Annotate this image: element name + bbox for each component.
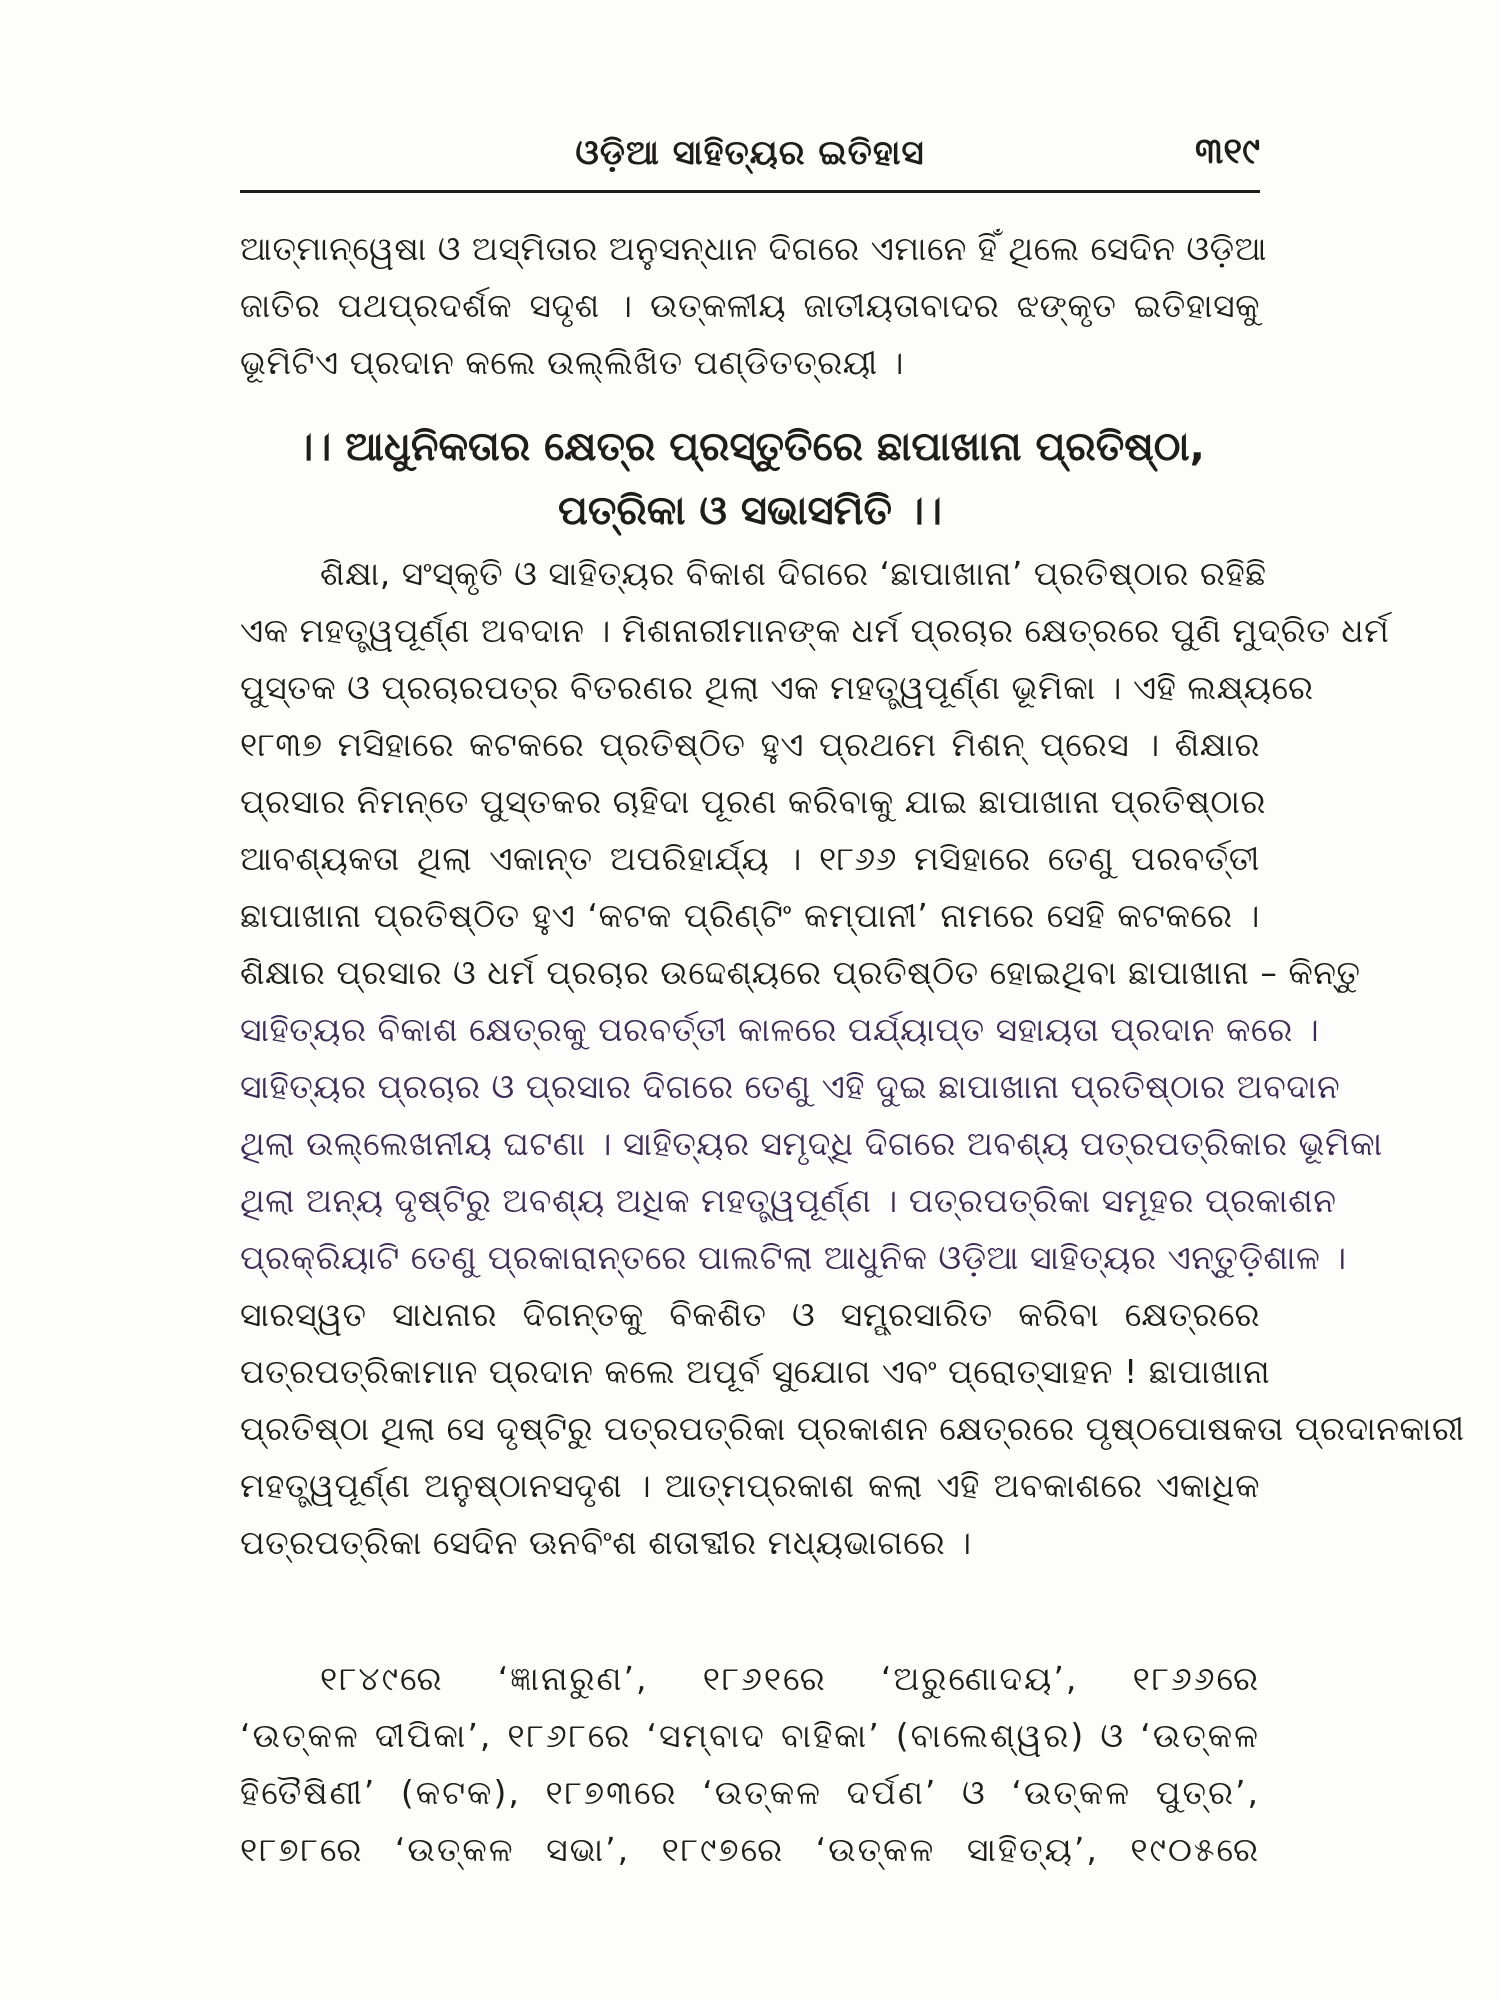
text-line: ଥିଲା ଉଲ୍ଲେଖନୀୟ ଘଟଣା । ସାହିତ୍ୟର ସମୃଦ୍ଧି ଦିଗରେ ଅବଶ୍ୟ ପତ୍ରପତ୍ରିକାର ଭୂମିକା [240, 1124, 1383, 1163]
text-line: ଏକ ମହତ୍ତ୍ୱପୂର୍ଣ୍ଣ ଅବଦାନ । ମିଶନାରୀମାନଙ୍କ ଧର୍ମ ପ୍ରଚାର କ୍ଷେତ୍ରରେ ପୁଣି ମୁଦ୍ରିତ ଧର୍ମ [240, 611, 1390, 650]
text-line: ପତ୍ରପତ୍ରିକାମାନ ପ୍ରଦାନ କଲେ ଅପୂର୍ବ ସୁଯୋଗ ଏବଂ ପ୍ରୋତ୍ସାହନ ! ଛାପାଖାନା [240, 1352, 1271, 1391]
text-line: ଜାତିର ପଥପ୍ରଦର୍ଶକ ସଦୃଶ । ଉତ୍କଳୀୟ ଜାତୀୟତାବାଦର ଝଙ୍କୃତ ଇତିହାସକୁ [240, 286, 1260, 325]
text-line: ପ୍ରକ୍ରିୟାଟି ତେଣୁ ପ୍ରକାରାନ୍ତରେ ପାଲଟିଲା ଆଧୁନିକ ଓଡ଼ିଆ ସାହିତ୍ୟର ଏନ୍ତୁଡ଼ିଶାଳ । [240, 1238, 1347, 1277]
text-line: ଆବଶ୍ୟକତା ଥିଲା ଏକାନ୍ତ ଅପରିହାର୍ଯ୍ୟ । ୧୮୬୬ ମସିହାରେ ତେଣୁ ପରବର୍ତ୍ତୀ [240, 839, 1260, 878]
heading-line: ।। ଆଧୁନିକତାର କ୍ଷେତ୍ର ପ୍ରସ୍ତୁତିରେ ଛାପାଖାନା ପ୍ରତିଷ୍ଠା, [295, 424, 1205, 470]
page-number: ୩୧୯ [1195, 131, 1260, 172]
text-line: ୧୮୭୮ରେ ‘ଉତ୍କଳ ସଭା’, ୧୮୯୭ରେ ‘ଉତ୍କଳ ସାହିତ୍ୟ’, ୧୯୦୫ରେ [240, 1830, 1260, 1869]
text-line: ହିତୈଷିଣୀ’ (କଟକ), ୧୮୭୩ରେ ‘ଉତ୍କଳ ଦର୍ପଣ’ ଓ ‘ଉତ୍କଳ ପୁତ୍ର’, [240, 1773, 1260, 1812]
section-heading [240, 415, 1260, 543]
paragraph-periodicals [240, 1650, 1260, 1878]
text-line: ମହତ୍ତ୍ୱପୂର୍ଣ୍ଣ ଅନୁଷ୍ଠାନସଦୃଶ । ଆତ୍ମପ୍ରକାଶ କଲା ଏହି ଅବକାଶରେ ଏକାଧିକ [240, 1466, 1260, 1505]
running-header [240, 125, 1260, 185]
text-line: ସାହିତ୍ୟର ପ୍ରଚାର ଓ ପ୍ରସାର ଦିଗରେ ତେଣୁ ଏହି ଦୁଇ ଛାପାଖାନା ପ୍ରତିଷ୍ଠାର ଅବଦାନ [240, 1067, 1341, 1106]
running-title: ଓଡ଼ିଆ ସାହିତ୍ୟର ଇତିହାସ [575, 133, 925, 173]
text-line: ‘ଉତ୍କଳ ଦୀପିକା’, ୧୮୬୮ରେ ‘ସମ୍ବାଦ ବାହିକା’ (ବାଲେଶ୍ୱର) ଓ ‘ଉତ୍କଳ [240, 1716, 1260, 1755]
text-line: ପତ୍ରପତ୍ରିକା ସେଦିନ ଊନବିଂଶ ଶତାବ୍ଦୀର ମଧ୍ୟଭାଗରେ । [240, 1523, 972, 1562]
text-line: ୧୮୩୭ ମସିହାରେ କଟକରେ ପ୍ରତିଷ୍ଠିତ ହୁଏ ପ୍ରଥମେ ମିଶନ୍ ପ୍ରେସ । ଶିକ୍ଷାର [240, 725, 1260, 764]
text-line: ଛାପାଖାନା ପ୍ରତିଷ୍ଠିତ ହୁଏ ‘କଟକ ପ୍ରିଣ୍ଟିଂ କମ୍ପାନୀ’ ନାମରେ ସେହି କଟକରେ । [240, 896, 1260, 935]
text-line: ପୁସ୍ତକ ଓ ପ୍ରଚାରପତ୍ର ବିତରଣର ଥିଲା ଏକ ମହତ୍ତ୍ୱପୂର୍ଣ୍ଣ ଭୂମିକା । ଏହି ଲକ୍ଷ୍ୟରେ [240, 668, 1314, 707]
text-line: ପ୍ରତିଷ୍ଠା ଥିଲା ସେ ଦୃଷ୍ଟିରୁ ପତ୍ରପତ୍ରିକା ପ୍ରକାଶନ କ୍ଷେତ୍ରରେ ପୃଷ୍ଠପୋଷକତା ପ୍ରଦାନକାରୀ [240, 1409, 1465, 1448]
heading-line: ପତ୍ରିକା ଓ ସଭାସମିତି ।। [558, 488, 942, 534]
text-line: ପ୍ରସାର ନିମନ୍ତେ ପୁସ୍ତକର ଚାହିଦା ପୂରଣ କରିବାକୁ ଯାଇ ଛାପାଖାନା ପ୍ରତିଷ୍ଠାର [240, 782, 1266, 821]
text-line: ଥିଲା ଅନ୍ୟ ଦୃଷ୍ଟିରୁ ଅବଶ୍ୟ ଅଧିକ ମହତ୍ତ୍ୱପୂର୍ଣ୍ଣ । ପତ୍ରପତ୍ରିକା ସମୂହର ପ୍ରକାଶନ [240, 1181, 1337, 1220]
text-line: ଆତ୍ମାନ୍ୱେଷା ଓ ଅସ୍ମିତାର ଅନୁସନ୍ଧାନ ଦିଗରେ ଏମାନେ ହିଁ ଥିଲେ ସେଦିନ ଓଡ଼ିଆ [240, 229, 1268, 268]
text-line: ସାହିତ୍ୟର ବିକାଶ କ୍ଷେତ୍ରକୁ ପରବର୍ତ୍ତୀ କାଳରେ ପର୍ଯ୍ୟାପ୍ତ ସହାୟତା ପ୍ରଦାନ କରେ । [240, 1010, 1320, 1049]
text-line: ଶିକ୍ଷା, ସଂସ୍କୃତି ଓ ସାହିତ୍ୟର ବିକାଶ ଦିଗରେ ‘ଛାପାଖାନା’ ପ୍ରତିଷ୍ଠାର ରହିଛି [320, 554, 1267, 593]
text-line: ସାରସ୍ୱତ ସାଧନାର ଦିଗନ୍ତକୁ ବିକଶିତ ଓ ସମ୍ପ୍ରସାରିତ କରିବା କ୍ଷେତ୍ରରେ [240, 1295, 1260, 1334]
text-line: ୧୮୪୯ରେ ‘ଜ୍ଞାନାରୁଣ’, ୧୮୬୧ରେ ‘ଅରୁଣୋଦୟ’, ୧୮୬୬ରେ [320, 1659, 1260, 1698]
paragraph-printing-press [240, 545, 1465, 1571]
paragraph-intro [240, 220, 1268, 391]
text-line: ଶିକ୍ଷାର ପ୍ରସାର ଓ ଧର୍ମ ପ୍ରଚାର ଉଦ୍ଦେଶ୍ୟରେ ପ୍ରତିଷ୍ଠିତ ହୋଇଥିବା ଛାପାଖାନା – କିନ୍ତୁ [240, 953, 1361, 992]
text-line: ଭୂମିଟିଏ ପ୍ରଦାନ କଲେ ଉଲ୍ଲିଖିତ ପଣ୍ଡିତତ୍ରୟୀ । [240, 343, 905, 382]
header-rule [240, 190, 1260, 193]
